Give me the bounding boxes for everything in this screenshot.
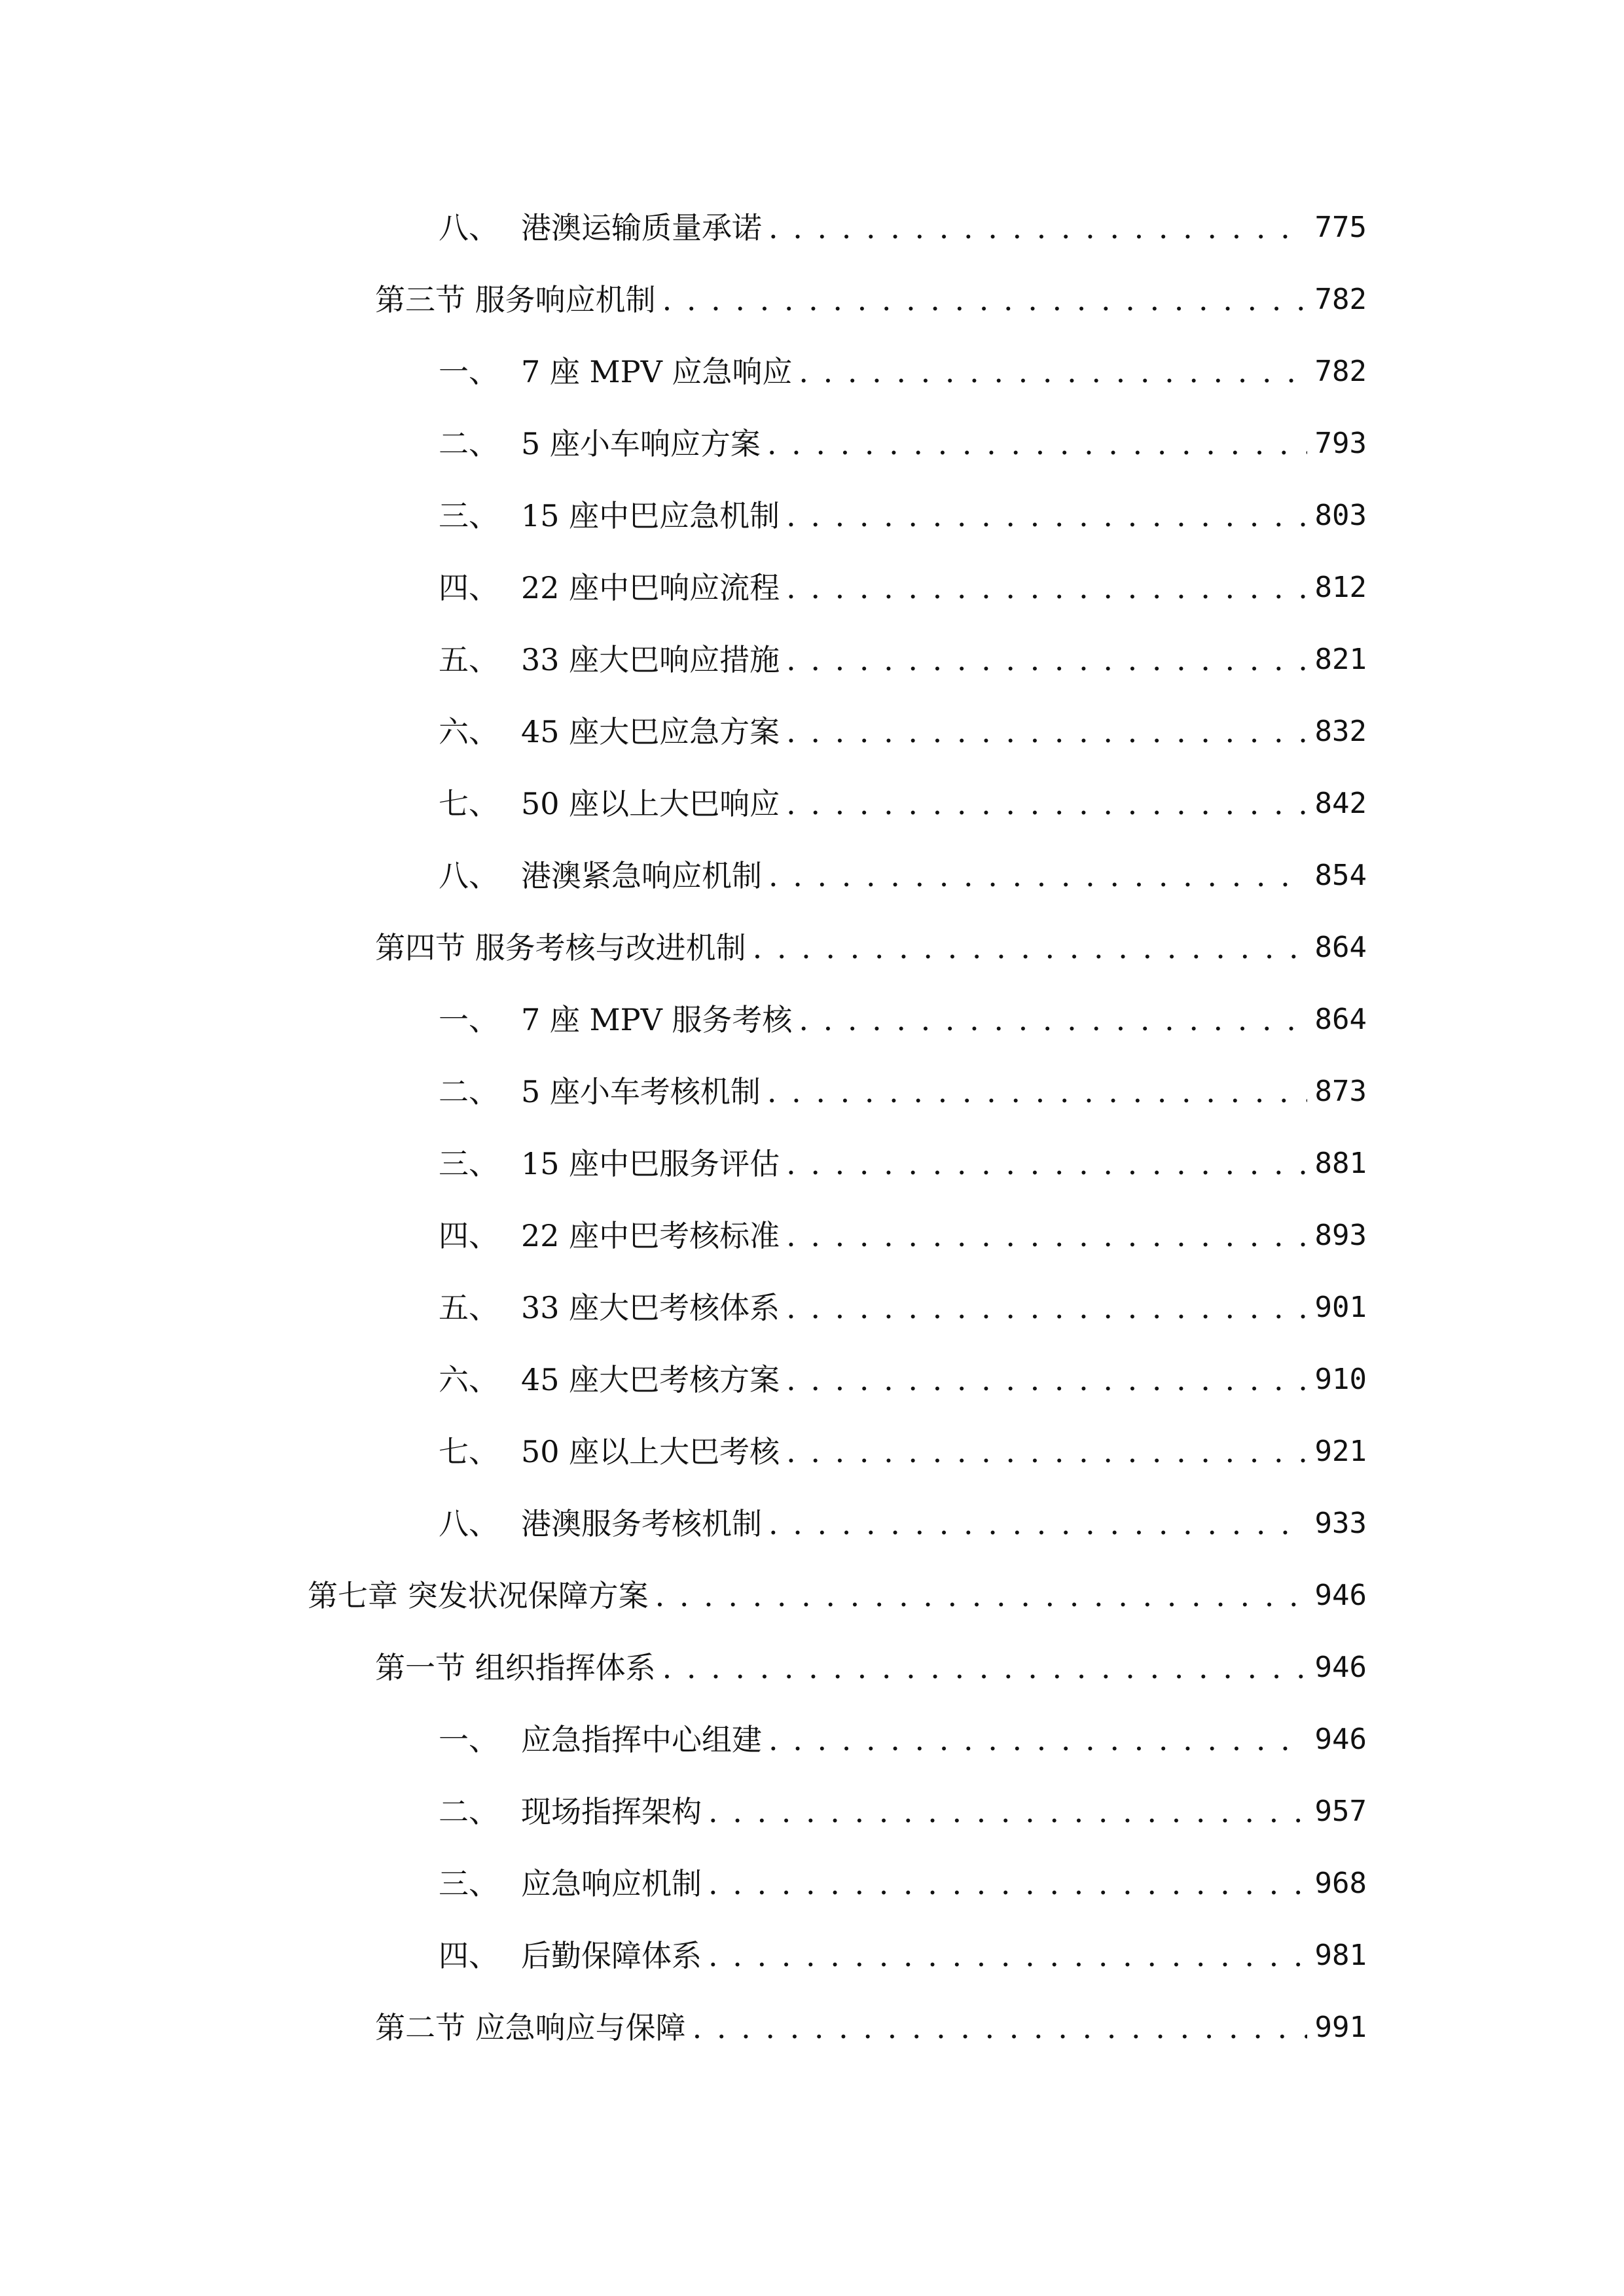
toc-entry[interactable] <box>439 1282 1367 1334</box>
toc-entry-number: 八、 <box>439 1506 499 1541</box>
toc-entry-number: 八、 <box>439 858 499 893</box>
toc-entry-title: 第三节 服务响应机制 <box>375 282 656 317</box>
toc-entry-number: 六、 <box>439 1362 499 1397</box>
toc-entry-title: 33 座大巴考核体系 <box>521 1290 780 1325</box>
toc-entry-number: 二、 <box>439 1794 499 1829</box>
dot-leader <box>786 1138 1307 1190</box>
toc-entry[interactable] <box>439 1498 1367 1550</box>
toc-entry-title: 5 座小车考核机制 <box>521 1074 761 1109</box>
toc-entry-number: 三、 <box>439 1146 499 1181</box>
toc-entry-number: 四、 <box>439 1938 499 1973</box>
toc-entry-page: 946 <box>1314 1579 1367 1612</box>
toc-entry-number: 八、 <box>439 210 499 245</box>
toc-entry-page: 864 <box>1314 931 1367 964</box>
toc-entry-number: 三、 <box>439 1866 499 1901</box>
dot-leader <box>768 1498 1307 1550</box>
toc-entry-number: 六、 <box>439 714 499 749</box>
toc-entry-page: 991 <box>1314 2011 1367 2044</box>
dot-leader <box>708 1929 1307 1982</box>
toc-entry-title: 应急响应机制 <box>521 1866 702 1901</box>
toc-entry-page: 901 <box>1314 1291 1367 1324</box>
dot-leader <box>655 1570 1307 1622</box>
toc-entry[interactable] <box>375 274 1367 326</box>
dot-leader <box>767 1066 1307 1118</box>
toc-entry-page: 854 <box>1314 859 1367 892</box>
toc-entry-number: 五、 <box>439 1290 499 1325</box>
toc-entry-page: 812 <box>1314 571 1367 604</box>
dot-leader <box>786 778 1307 830</box>
toc-entry-number: 四、 <box>439 1218 499 1253</box>
dot-leader <box>786 634 1307 686</box>
toc-entry-page: 893 <box>1314 1219 1367 1252</box>
toc-entry-page: 864 <box>1314 1003 1367 1036</box>
toc-entry-title: 45 座大巴应急方案 <box>521 714 780 749</box>
dot-leader <box>693 2001 1307 2054</box>
toc-entry[interactable] <box>439 202 1367 254</box>
dot-leader <box>768 1713 1307 1766</box>
dot-leader <box>662 1641 1307 1694</box>
toc-entry-title: 应急指挥中心组建 <box>521 1722 762 1757</box>
toc-entry-number: 二、 <box>439 426 499 461</box>
toc-entry-number: 四、 <box>439 570 499 605</box>
toc-entry-page: 842 <box>1314 787 1367 820</box>
toc-entry[interactable] <box>439 418 1367 470</box>
toc-entry-page: 881 <box>1314 1147 1367 1180</box>
dot-leader <box>786 562 1307 614</box>
toc-entry-title: 港澳紧急响应机制 <box>521 858 762 893</box>
toc-entry-page: 968 <box>1314 1867 1367 1900</box>
toc-entry-title: 7 座 MPV 服务考核 <box>521 1002 793 1037</box>
toc-entry[interactable] <box>375 1641 1367 1694</box>
toc-entry-page: 782 <box>1314 355 1367 388</box>
toc-entry-title: 港澳服务考核机制 <box>521 1506 762 1541</box>
toc-entry[interactable] <box>439 1210 1367 1262</box>
toc-entry-title: 第七章 突发状况保障方案 <box>308 1578 649 1613</box>
toc-entry-number: 二、 <box>439 1074 499 1109</box>
dot-leader <box>708 1785 1307 1838</box>
toc-entry[interactable] <box>439 346 1367 398</box>
toc-entry-page: 946 <box>1314 1723 1367 1756</box>
toc-entry-page: 782 <box>1314 283 1367 316</box>
dot-leader <box>799 994 1307 1046</box>
toc-entry-number: 七、 <box>439 786 499 821</box>
dot-leader <box>768 202 1307 254</box>
toc-entry-page: 921 <box>1314 1435 1367 1468</box>
toc-entry[interactable] <box>375 2001 1367 2054</box>
dot-leader <box>786 1210 1307 1262</box>
toc-entry-page: 775 <box>1314 211 1367 244</box>
toc-entry[interactable] <box>439 1713 1367 1766</box>
toc-entry-number: 五、 <box>439 642 499 677</box>
dot-leader <box>767 418 1307 470</box>
toc-entry-title: 后勤保障体系 <box>521 1938 702 1973</box>
toc-entry-title: 15 座中巴应急机制 <box>521 498 780 533</box>
toc-entry-title: 50 座以上大巴考核 <box>521 1434 780 1469</box>
toc-entry-page: 946 <box>1314 1651 1367 1684</box>
dot-leader <box>662 274 1307 326</box>
toc-entry[interactable] <box>439 634 1367 686</box>
toc-entry-title: 第一节 组织指挥体系 <box>375 1650 656 1685</box>
toc-entry[interactable] <box>439 994 1367 1046</box>
toc-entry-page: 933 <box>1314 1507 1367 1540</box>
toc-entry[interactable] <box>439 1066 1367 1118</box>
toc-entry-page: 793 <box>1314 427 1367 460</box>
toc-entry[interactable] <box>439 778 1367 830</box>
dot-leader <box>786 490 1307 542</box>
toc-entry[interactable] <box>439 1354 1367 1406</box>
toc-entry-page: 821 <box>1314 643 1367 676</box>
dot-leader <box>786 1354 1307 1406</box>
toc-entry-page: 957 <box>1314 1795 1367 1828</box>
toc-entry-title: 第四节 服务考核与改进机制 <box>375 930 746 965</box>
toc-entry[interactable] <box>308 1570 1367 1622</box>
toc-entry-title: 第二节 应急响应与保障 <box>375 2010 686 2045</box>
toc-entry[interactable] <box>439 1929 1367 1982</box>
toc-entry-title: 现场指挥架构 <box>521 1794 702 1829</box>
toc-entry[interactable] <box>439 850 1367 902</box>
toc-entry-number: 一、 <box>439 354 499 389</box>
toc-entry-page: 910 <box>1314 1363 1367 1396</box>
toc-entry-title: 22 座中巴响应流程 <box>521 570 780 605</box>
dot-leader <box>753 922 1307 974</box>
toc-entry-number: 三、 <box>439 498 499 533</box>
toc-entry[interactable] <box>439 490 1367 542</box>
toc-entry-title: 22 座中巴考核标准 <box>521 1218 780 1253</box>
toc-entry[interactable] <box>439 562 1367 614</box>
toc-entry-title: 33 座大巴响应措施 <box>521 642 780 677</box>
toc-entry-page: 981 <box>1314 1939 1367 1972</box>
toc-entry[interactable] <box>375 922 1367 974</box>
toc-entry-number: 一、 <box>439 1002 499 1037</box>
toc-entry[interactable] <box>439 706 1367 758</box>
toc-entry-page: 873 <box>1314 1075 1367 1108</box>
toc-entry-title: 7 座 MPV 应急响应 <box>521 354 793 389</box>
dot-leader <box>768 850 1307 902</box>
toc-entry-title: 港澳运输质量承诺 <box>521 210 762 245</box>
toc-entry-title: 50 座以上大巴响应 <box>521 786 780 821</box>
toc-entry-page: 832 <box>1314 715 1367 748</box>
dot-leader <box>786 1282 1307 1334</box>
toc-entry[interactable] <box>439 1138 1367 1190</box>
dot-leader <box>708 1857 1307 1910</box>
dot-leader <box>786 1426 1307 1478</box>
toc-entry-title: 15 座中巴服务评估 <box>521 1146 780 1181</box>
toc-entry[interactable] <box>439 1857 1367 1910</box>
toc-entry-number: 七、 <box>439 1434 499 1469</box>
toc-entry-title: 45 座大巴考核方案 <box>521 1362 780 1397</box>
toc-entry-title: 5 座小车响应方案 <box>521 426 761 461</box>
dot-leader <box>799 346 1307 398</box>
toc-entry-number: 一、 <box>439 1722 499 1757</box>
toc-entry[interactable] <box>439 1785 1367 1838</box>
dot-leader <box>786 706 1307 758</box>
toc-entry-page: 803 <box>1314 499 1367 532</box>
toc-entry[interactable] <box>439 1426 1367 1478</box>
